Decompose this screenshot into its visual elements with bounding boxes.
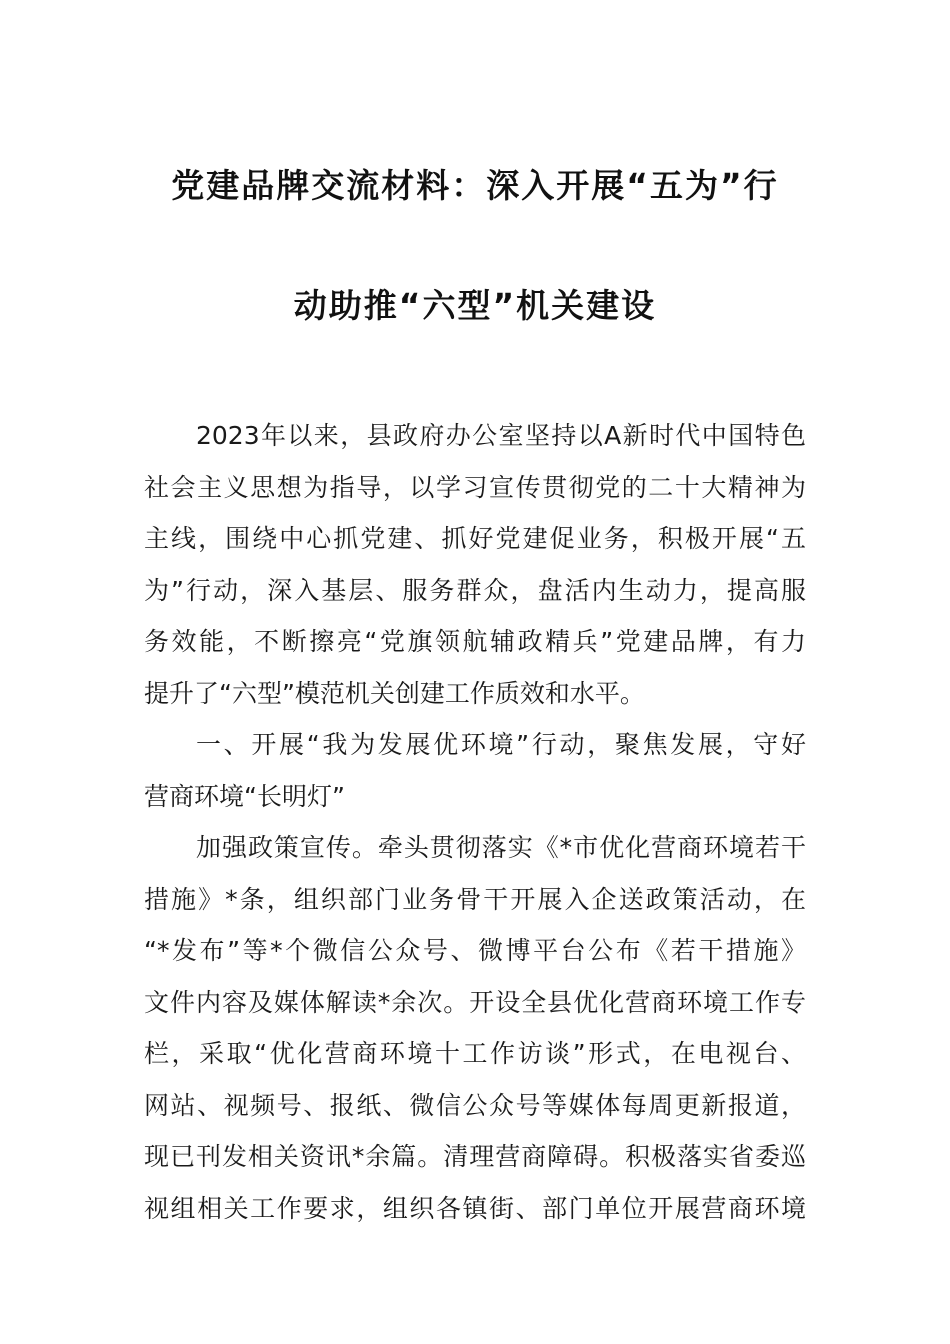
- body-text-line: 一、开展“我为发展优环境”行动，聚焦发展，守好: [196, 730, 806, 759]
- body-text-line: 营商环境“长明灯”: [144, 781, 345, 811]
- body-text-line: 视组相关工作要求，组织各镇街、部门单位开展营商环境: [144, 1193, 806, 1223]
- document-body: [144, 410, 806, 1234]
- body-text-line: 现已刊发相关资讯*余篇。清理营商障碍。积极落实省委巡: [144, 1142, 806, 1171]
- body-text-line: “*发布”等*个微信公众号、微博平台公布《若干措施》: [144, 936, 806, 965]
- body-text-line: 主线，围绕中心抓党建、抓好党建促业务，积极开展“五: [144, 524, 806, 553]
- body-text-line: 加强政策宣传。牵头贯彻落实《*市优化营商环境若干: [196, 833, 806, 862]
- document-title-line-2: 动助推“六型”机关建设: [293, 286, 657, 325]
- body-text-line: 措施》*条，组织部门业务骨干开展入企送政策活动，在: [144, 884, 806, 914]
- body-text-line: 社会主义思想为指导，以学习宣传贯彻党的二十大精神为: [144, 472, 806, 502]
- body-text-line: 网站、视频号、报纸、微信公众号等媒体每周更新报道，: [144, 1090, 806, 1120]
- body-text-line: 提升了“六型”模范机关创建工作质效和水平。: [144, 678, 645, 708]
- body-text-line: 为”行动，深入基层、服务群众，盘活内生动力，提高服: [144, 575, 806, 605]
- body-text-line: 2023年以来，县政府办公室坚持以A新时代中国特色: [196, 421, 806, 450]
- body-text-line: 务效能，不断擦亮“党旗领航辅政精兵”党建品牌，有力: [144, 627, 806, 656]
- body-text-line: 栏，采取“优化营商环境十工作访谈”形式，在电视台、: [144, 1039, 806, 1068]
- document-title-line-1: 党建品牌交流材料：深入开展“五为”行: [171, 166, 779, 205]
- body-text-line: 文件内容及媒体解读*余次。开设全县优化营商环境工作专: [144, 987, 806, 1017]
